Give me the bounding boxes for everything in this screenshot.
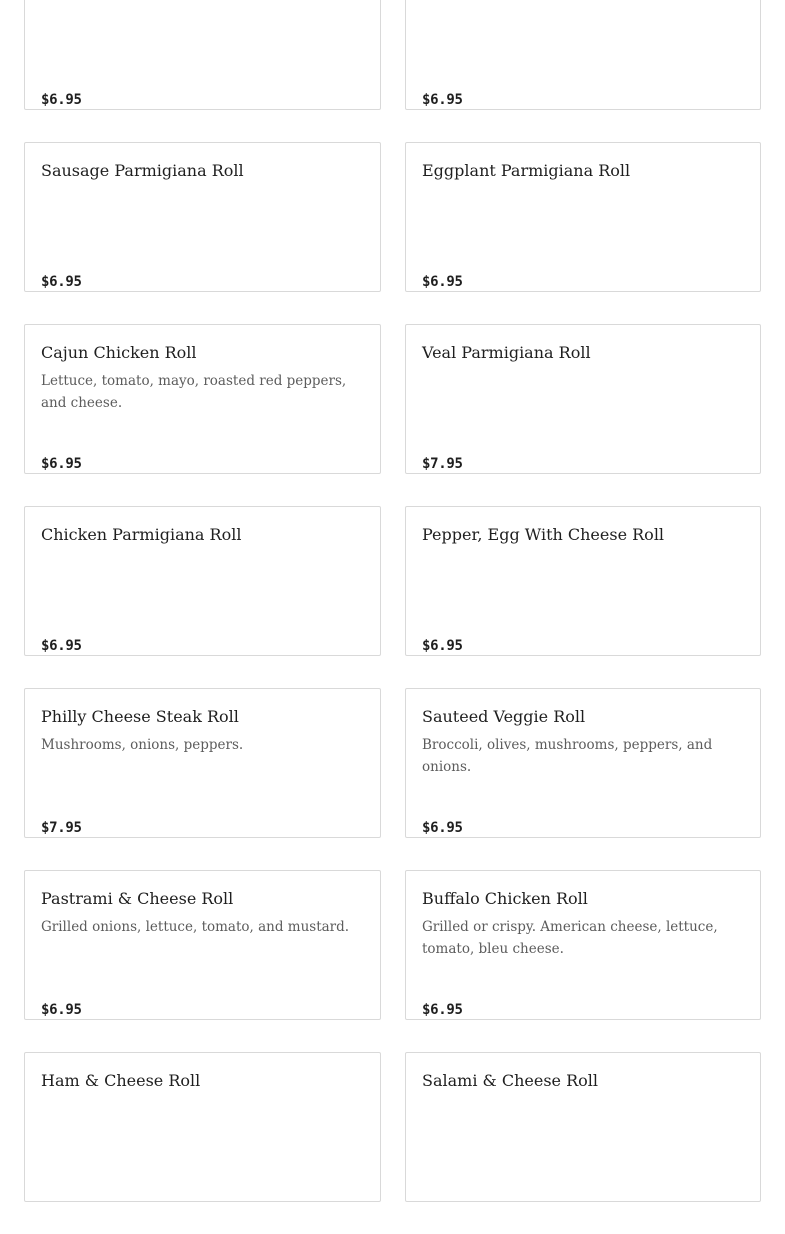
menu-item-price: $6.95	[41, 274, 82, 290]
menu-row	[24, 870, 761, 1020]
menu-item-price: $6.95	[41, 638, 82, 654]
menu-row	[24, 1052, 761, 1202]
menu-item-description: Mushrooms, onions, peppers.	[41, 737, 244, 753]
menu-item-card[interactable]	[405, 324, 761, 474]
menu-item-card[interactable]	[24, 142, 381, 292]
menu-item-price: $6.95	[41, 92, 82, 108]
menu-item-card[interactable]	[405, 142, 761, 292]
menu-item-card[interactable]	[405, 870, 761, 1020]
menu-item-card[interactable]	[24, 870, 381, 1020]
menu-item-card[interactable]	[24, 0, 381, 110]
menu-item-price: $7.95	[41, 820, 82, 836]
menu-row	[24, 142, 761, 292]
menu-item-name: Cajun Chicken Roll	[41, 343, 197, 362]
menu-row	[24, 688, 761, 838]
menu-item-name: Veal Parmigiana Roll	[422, 343, 591, 362]
menu-item-name: Buffalo Chicken Roll	[422, 889, 588, 908]
menu-item-description: Broccoli, olives, mushrooms, peppers, and onions.	[422, 737, 713, 775]
menu-item-price: $6.95	[41, 1002, 82, 1018]
menu-item-card[interactable]	[24, 1052, 381, 1202]
menu-item-price: $6.95	[422, 92, 463, 108]
menu-item-name: Eggplant Parmigiana Roll	[422, 161, 631, 180]
menu-item-price: $6.95	[422, 1002, 463, 1018]
menu-item-name: Salami & Cheese Roll	[422, 1071, 599, 1090]
menu-item-card[interactable]	[405, 688, 761, 838]
menu-item-card[interactable]	[24, 324, 381, 474]
menu-item-description: Lettuce, tomato, mayo, roasted red peppers, and cheese.	[41, 373, 347, 411]
menu-item-card[interactable]	[405, 0, 761, 110]
menu-row	[24, 0, 761, 110]
menu-row	[24, 324, 761, 474]
menu-item-name: Pepper, Egg With Cheese Roll	[422, 525, 665, 544]
menu-item-price: $6.95	[422, 638, 463, 654]
menu-item-name: Ham & Cheese Roll	[41, 1071, 201, 1090]
menu-item-name: Philly Cheese Steak Roll	[41, 707, 239, 726]
menu-item-name: Pastrami & Cheese Roll	[41, 889, 234, 908]
menu-item-card[interactable]	[24, 688, 381, 838]
menu-item-grid	[24, 0, 761, 1234]
menu-item-name: Chicken Parmigiana Roll	[41, 525, 242, 544]
menu-item-price: $7.95	[422, 456, 463, 472]
menu-item-description: Grilled or crispy. American cheese, lettuce, tomato, bleu cheese.	[422, 919, 718, 957]
menu-item-card[interactable]	[24, 506, 381, 656]
menu-row	[24, 506, 761, 656]
menu-item-card[interactable]	[405, 1052, 761, 1202]
menu-item-name: Sauteed Veggie Roll	[422, 707, 586, 726]
menu-item-price: $6.95	[422, 820, 463, 836]
menu-item-card[interactable]	[405, 506, 761, 656]
menu-item-description: Grilled onions, lettuce, tomato, and mustard.	[41, 919, 350, 935]
menu-item-name: Sausage Parmigiana Roll	[41, 161, 244, 180]
menu-item-price: $6.95	[41, 456, 82, 472]
menu-item-price: $6.95	[422, 274, 463, 290]
